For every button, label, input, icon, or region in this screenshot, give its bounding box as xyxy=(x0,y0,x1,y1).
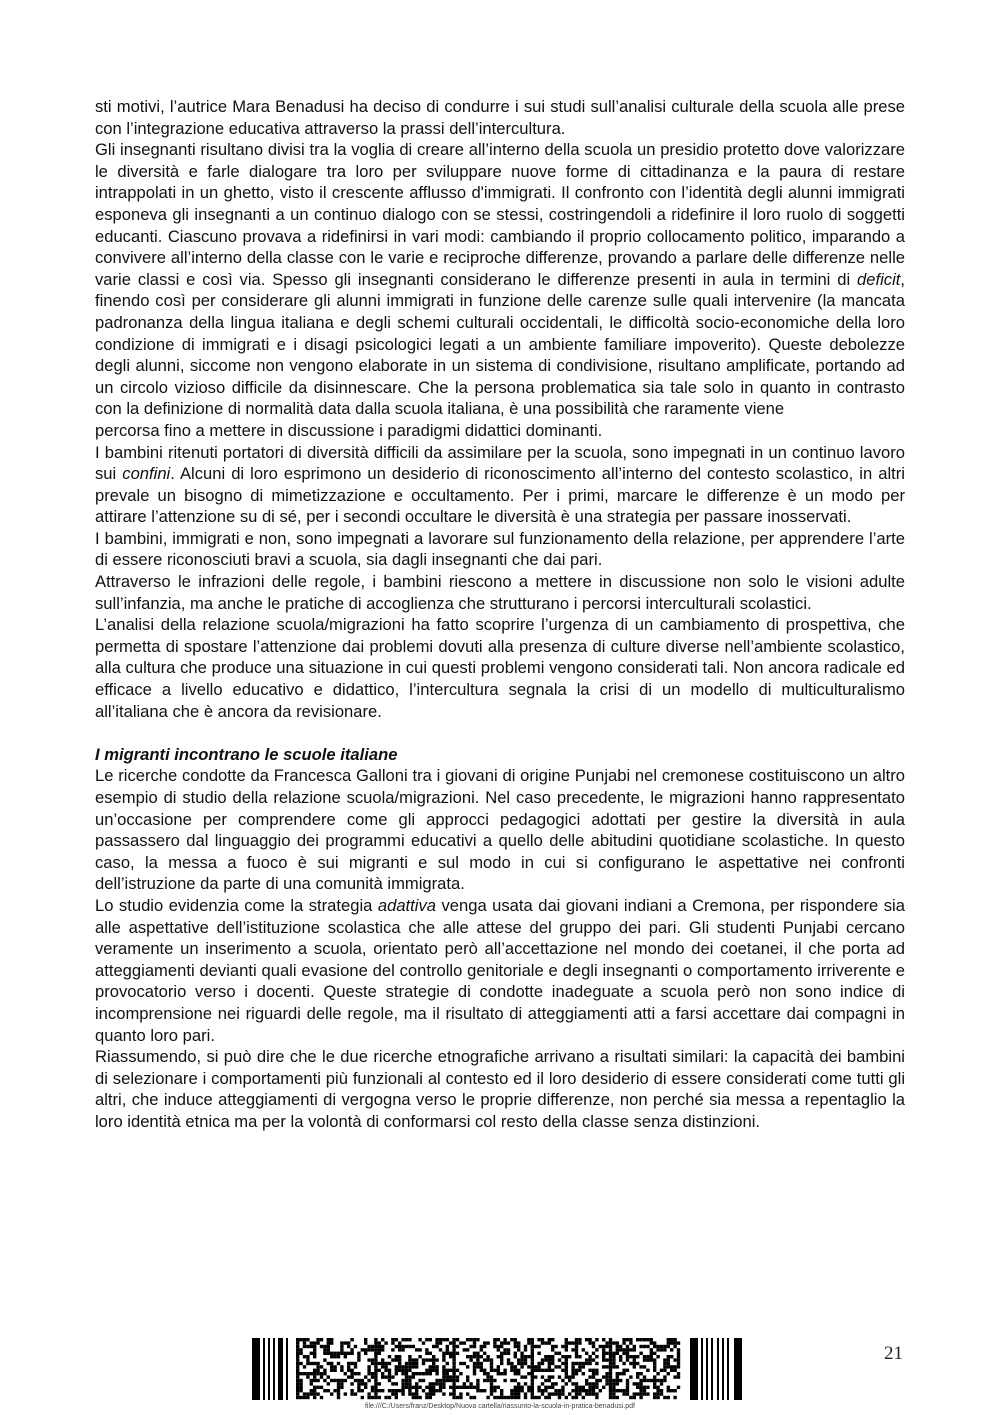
paragraph-riassumendo: Riassumendo, si può dire che le due ricerche etnografiche arrivano a risultati similari: la capacità dei bambini di selezionare i comportamenti più funzionali al contesto ed il loro desiderio di essere considerati come tutti gli altri, che induce atteggiamenti di vergogna verso le proprie differenze, non perché sia messa a repentaglio la loro identità etnica ma per la volontà di conformarsi col resto della classe senza distinzioni. xyxy=(95,1047,905,1131)
paragraph-ricerche: Le ricerche condotte da Francesca Galloni tra i giovani di origine Punjabi nel cremonese costituiscono un altro esempio di studio della relazione scuola/migrazioni. Nel caso precedente, le migrazioni hanno rappresentato un’occasione per comprendere come gli approcci pedagogici adottati per gestire la diversità in aula passassero dal linguaggio dei programmi educativi a quello delle abitudini quotidiane scolastiche. In questo caso, la messa a fuoco è sui migranti e sul modo in cui si configurano le aspettative nei confronti dell’istruzione da parte di una comunità immigrata. xyxy=(95,766,905,894)
file-path-label: file:///C:/Users/franz/Desktop/Nuova cartella/riassunto-la-scuola-in-pratica-benadusi.pdf xyxy=(364,1403,635,1410)
paragraph-analisi: L’analisi della relazione scuola/migrazioni ha fatto scoprire l’urgenza di un cambiamento di prospettiva, che permetta di spostare l’attenzione dai problemi dovuti alla presenza di culture diverse nell’ambiente scolastico, alla cultura che produce una situazione in cui questi problemi vengono considerati tali. Non ancora radicale ed efficace a livello educativo e didattico, l’intercultura segnala la crisi di un modello di multiculturalismo all’italiana che è ancora da revisionare. xyxy=(95,615,905,721)
paragraph-studio-text-b: venga usata dai giovani indiani a Cremona, per rispondere sia alle aspettative dell’istituzione scolastica che alle attese del gruppo dei pari. Gli studenti Punjabi cercano veramente un inserimento a scuola, orientato però all’accettazione nel mondo dei coetanei, il che porta ad atteggiamenti devianti quali evasione del controllo genitoriale e degli insegnanti o comportamento irriverente e provocatorio verso i docenti. Queste strategie di condotte inadeguate a scuola però non sono indice di incomprensione nei riguardi delle regole, ma il risultato di atteggiamenti atti a farsi accettare dai compagni in quanto loro pari. xyxy=(95,895,905,1045)
paragraph-studio xyxy=(95,895,905,1046)
paragraph-percorsa: percorsa fino a mettere in discussione i paradigmi didattici dominanti. xyxy=(95,420,603,440)
italic-confini: confini xyxy=(122,464,171,484)
paragraph-studio-text-a: Lo studio evidenzia come la strategia xyxy=(95,895,373,915)
italic-adattiva: adattiva xyxy=(377,895,436,915)
section-title: I migranti incontrano le scuole italiane xyxy=(95,744,398,764)
paragraph-deficit-tail: , finendo così per considerare gli alunni immigrati in funzione delle carenze sulle quali intervenire (la mancata padronanza della lingua italiana e degli schemi culturali occidentali, le difficoltà socio-economiche della loro condizione di immigrati e i disagi psicologici legati a un ambiente familiare impoverito). Queste debolezze degli alunni, siccome non vengono elaborate in un sistema di condivisione, risultano amplificate, portando ad un circolo vizioso difficile da disinnescare. Che la persona problematica sia tale solo in quanto in contrasto con la definizione di normalità data dalla scuola italiana, è una possibilità che raramente viene xyxy=(95,269,905,419)
page-body xyxy=(95,96,905,1133)
paragraph-insegnanti xyxy=(95,139,905,420)
paragraph-bambini-relazione: I bambini, immigrati e non, sono impegnati a lavorare sul funzionamento della relazione, per apprendere l’arte di essere riconosciuti bravi a scuola, sia dagli insegnanti che dai pari. xyxy=(95,528,905,570)
paragraph-infrazioni: Attraverso le infrazioni delle regole, i bambini riescono a mettere in discussione non solo le visioni adulte sull’infanzia, ma anche le pratiche di accoglienza che strutturano i percorsi interculturali scolastici. xyxy=(95,572,905,613)
paragraph-gap xyxy=(95,722,905,744)
paragraph-bambini-text-b: . Alcuni di loro esprimono un desiderio di riconoscimento all’interno del contesto scolastico, in altri prevale un bisogno di mimetizzazione e occultamento. Per i primi, marcare le differenze è un modo per attirare l’attenzione su di sé, per i secondi occultare le diversità è una strategia per passare inosservati. xyxy=(95,464,905,527)
page-number: 21 xyxy=(884,1343,903,1364)
paragraph-bambini-confini xyxy=(95,442,905,528)
paragraph-insegnanti-text: Gli insegnanti risultano divisi tra la voglia di creare all’interno della scuola un presidio protetto dove valorizzare le diversità e farle dialogare tra loro per sviluppare nuove forme di cittadinanza e la paura di restare intrappolati in un ghetto, visto il crescente afflusso d'immigrati. Il confronto con l’identità degli alunni immigrati esponeva gli insegnanti a un continuo dialogo con se stessi, costringendoli a ridefinire il loro ruolo di soggetti educanti. Ciascuno provava a ridefinirsi in vari modi: cambiando il proprio collocamento politico, imparando a convivere all’interno della classe con le varie e reciproche differenze, provando a parlare delle differenze nelle varie classi e così via. Spesso gli insegnanti considerano le differenze presenti in aula in termini di xyxy=(95,140,905,289)
barcode-image xyxy=(252,1338,742,1400)
italic-deficit: deficit xyxy=(857,269,901,289)
paragraph-intro: sti motivi, l’autrice Mara Benadusi ha deciso di condurre i sui studi sull’analisi culturale della scuola alle prese con l’integrazione educativa attraverso la prassi dell’intercultura. xyxy=(95,97,905,138)
paragraph-bambini-text-a: I bambini ritenuti portatori di diversità difficili da assimilare per la scuola, sono impegnati in un continuo lavoro sui xyxy=(95,442,905,484)
